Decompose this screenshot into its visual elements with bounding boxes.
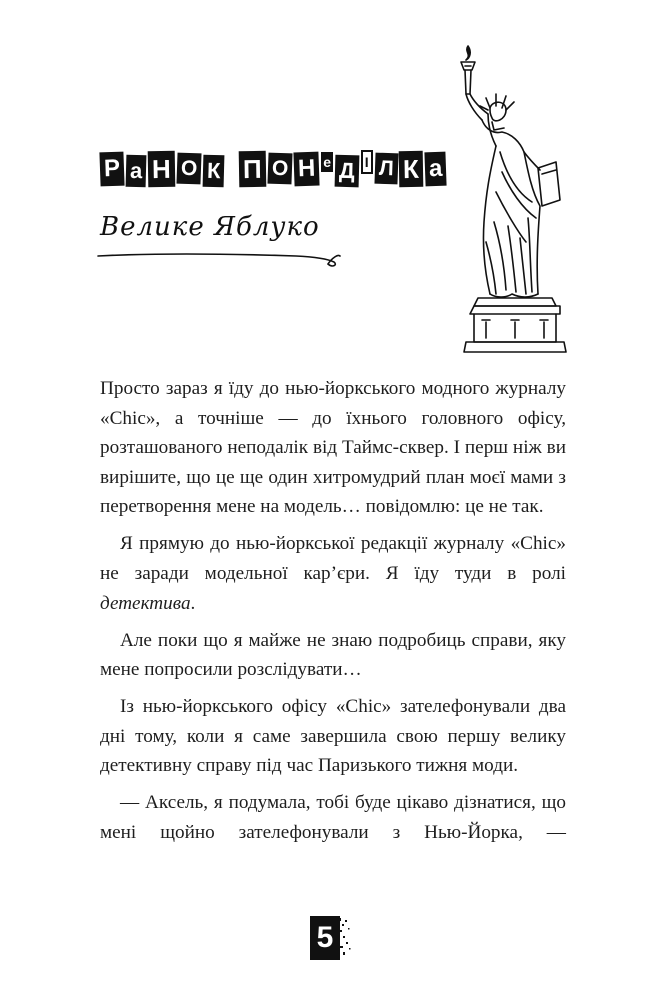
body-text <box>100 374 566 855</box>
page-number: 5 <box>310 916 340 960</box>
chapter-title-word <box>239 151 447 187</box>
title-letter: Л <box>374 152 398 184</box>
chapter-title-word <box>100 151 225 187</box>
chapter-subtitle: Велике Яблуко <box>100 212 320 242</box>
title-letter: К <box>203 155 225 188</box>
emphasis-text: детектива <box>100 592 191 614</box>
title-letter: Р <box>99 152 124 187</box>
page-number-speckle <box>336 914 358 962</box>
chapter-title <box>100 147 447 191</box>
title-letter: О <box>177 152 202 184</box>
title-letter: К <box>399 151 423 187</box>
paragraph: — Аксель, я подумала, тобі буде цікаво дізнатися, що мені щойно зателефонували з Нью-Йорка, — <box>100 792 566 843</box>
paragraph: Із нью-йоркського офісу «Chic» зателефонували два дні тому, коли я саме завершила свою першу велику детективну справу під час Паризького тижня моди. <box>100 696 566 777</box>
title-letter: е <box>323 154 331 170</box>
paragraph <box>100 529 566 618</box>
paragraph-text: . <box>190 592 196 614</box>
title-letter: П <box>239 151 266 187</box>
title-letter: І <box>361 150 373 174</box>
paragraph: Просто зараз я їду до нью-йоркського модного журналу «Chic», а точніше — до їхнього головного офісу, розташованого неподалік від Таймс-сквер. І перш ніж ви вирішите, що це ще один хитромудрий план моєї мами з перетворення мене на модель… повідомлю: це не так. <box>100 378 566 518</box>
title-letter: Д <box>335 155 360 188</box>
title-letter: Н <box>148 151 175 187</box>
title-letter: а <box>425 152 448 187</box>
title-letter: О <box>267 152 292 184</box>
paragraph: Але поки що я майже не знаю подробиць справи, яку мене попросили розслідувати… <box>100 629 566 681</box>
title-letter: а <box>126 155 147 188</box>
title-letter: Н <box>293 152 320 187</box>
paragraph-text: Я прямую до нью-йоркської редакції журналу «Chic» не заради модельної кар’єри. Я їду туди в ролі <box>100 533 566 584</box>
subtitle-underline <box>96 240 342 272</box>
statue-of-liberty-icon <box>456 42 576 354</box>
